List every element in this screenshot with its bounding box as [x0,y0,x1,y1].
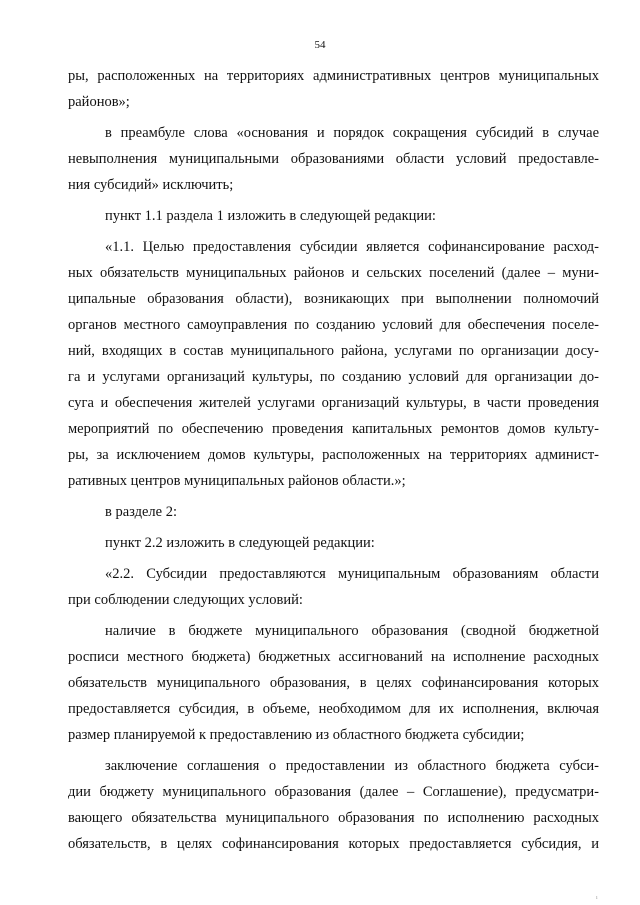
text-line: ний, входящих в состав муниципального района, услугами по организации досу- [68,343,599,359]
document-body [68,63,599,857]
paragraph [68,561,599,613]
text-line: органов местного самоуправления по созданию условий для обеспечения поселе- [68,317,599,333]
page-number: 54 [314,39,326,51]
text-line: дии бюджету муниципального образования (далее – Соглашение), предусматри- [68,784,599,800]
text-line: обязательств муниципального образования, в целях софинансирования которых [68,675,599,691]
text-line: пункт 1.1 раздела 1 изложить в следующей редакции: [105,208,436,224]
paragraph [68,203,599,229]
text-line: мероприятий по обеспечению проведения капитальных ремонтов домов культу- [68,421,599,437]
text-line: ных обязательств муниципальных районов и сельских поселений (далее – муни- [68,265,599,281]
text-line: предоставляется субсидия, в объеме, необходимом для их исполнения, включая [68,701,599,717]
text-line: пункт 2.2 изложить в следующей редакции: [105,535,375,551]
paragraph [68,63,599,115]
text-line: росписи местного бюджета) бюджетных ассигнований на исполнение расходных [68,649,599,665]
text-line: «2.2. Субсидии предоставляются муниципальным образованиям области [105,566,599,582]
text-line: невыполнения муниципальными образованиями области условий предоставле- [68,151,599,167]
text-line: ципальные образования области), возникающих при выполнении полномочий [68,291,599,307]
text-line: обязательств, в целях софинансирования которых предоставляется субсидия, и [68,836,599,852]
text-line: суга и обеспечения жителей услугами организаций культуры, в части проведения [68,395,599,411]
text-line: при соблюдении следующих условий: [68,592,303,608]
paragraph [68,618,599,748]
text-line: ративных центров муниципальных районов области.»; [68,473,406,489]
paragraph [68,753,599,857]
text-line: районов»; [68,94,130,110]
margin-mark: ı [596,895,598,901]
paragraph [68,530,599,556]
text-line: вающего обязательства муниципального образования по исполнению расходных [68,810,599,826]
paragraph [68,499,599,525]
text-line: ры, расположенных на территориях административных центров муниципальных [68,68,599,84]
text-line: ния субсидий» исключить; [68,177,234,193]
text-line: заключение соглашения о предоставлении из областного бюджета субси- [105,758,599,774]
text-line: «1.1. Целью предоставления субсидии является софинансирование расход- [105,239,599,255]
text-line: ры, за исключением домов культуры, расположенных на территориях админист- [68,447,599,463]
text-line: га и услугами организаций культуры, по созданию условий для организации до- [68,369,599,385]
text-line: размер планируемой к предоставлению из областного бюджета субсидии; [68,727,525,743]
paragraph [68,120,599,198]
text-line: в разделе 2: [105,504,178,520]
text-line: в преамбуле слова «основания и порядок сокращения субсидий в случае [105,125,599,141]
paragraph [68,234,599,494]
text-line: наличие в бюджете муниципального образования (сводной бюджетной [105,623,599,639]
